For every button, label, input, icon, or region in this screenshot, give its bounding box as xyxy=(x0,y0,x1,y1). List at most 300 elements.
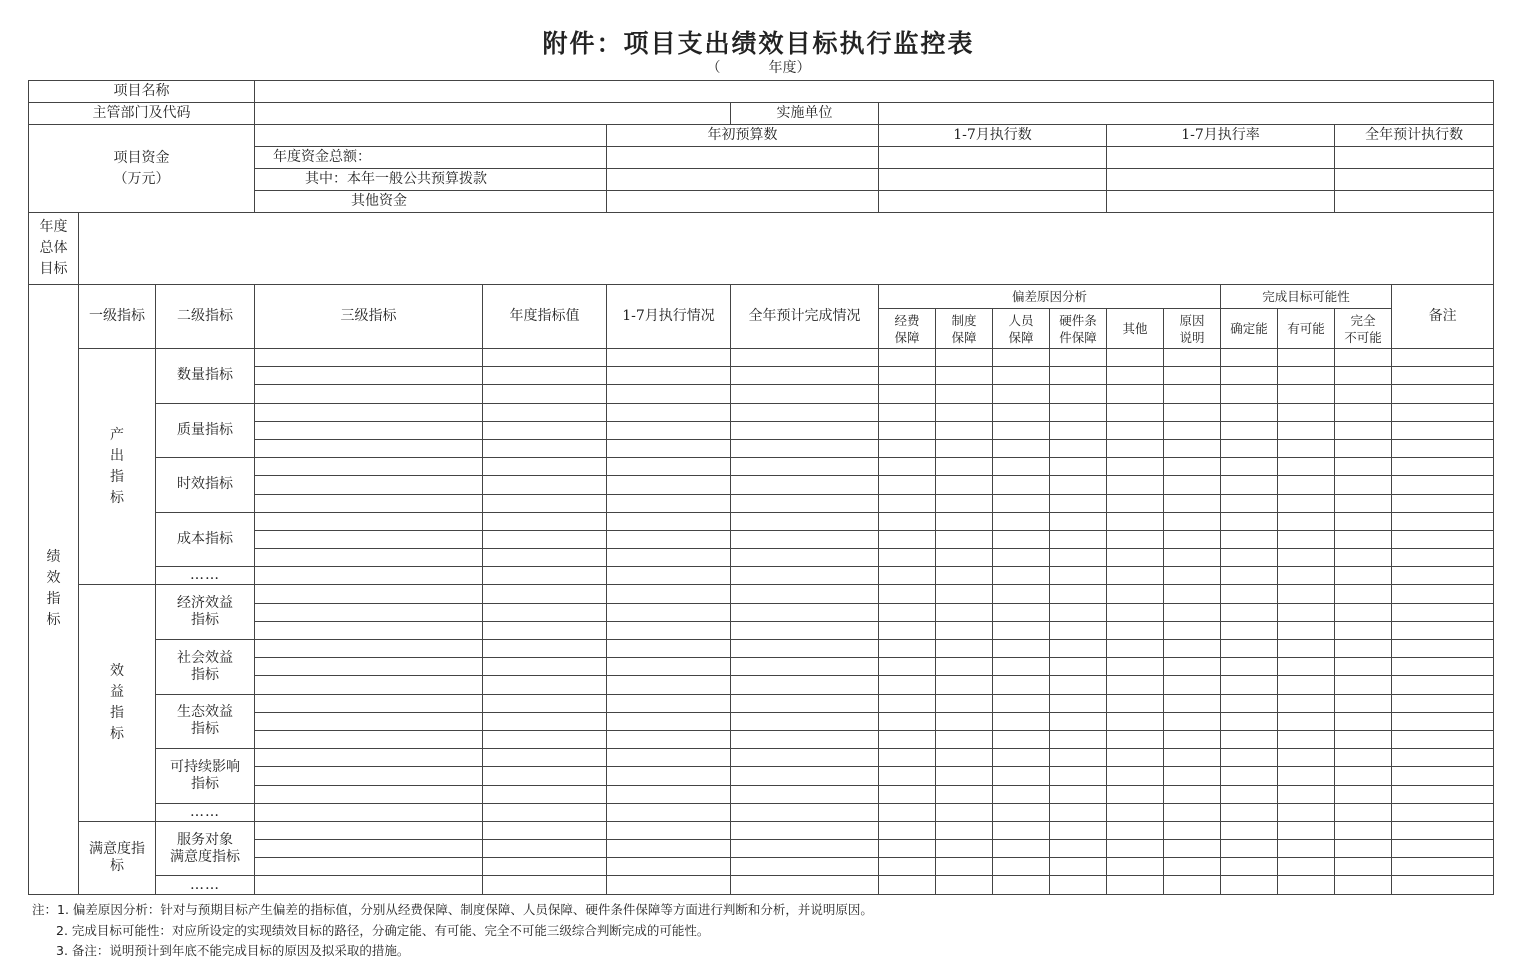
indicator-cell[interactable] xyxy=(1278,621,1335,639)
indicator-cell[interactable] xyxy=(1221,730,1278,748)
indicator-cell[interactable] xyxy=(1392,858,1494,876)
indicator-cell[interactable] xyxy=(1107,494,1164,512)
indicator-cell[interactable] xyxy=(1050,640,1107,658)
indicator-cell[interactable] xyxy=(993,421,1050,439)
indicator-cell[interactable] xyxy=(607,385,731,403)
indicator-cell[interactable] xyxy=(1278,567,1335,585)
indicator-cell[interactable] xyxy=(1164,803,1221,821)
indicator-cell[interactable] xyxy=(1050,712,1107,730)
indicator-cell[interactable] xyxy=(1392,730,1494,748)
indicator-cell[interactable] xyxy=(483,694,607,712)
indicator-cell[interactable] xyxy=(731,767,879,785)
indicator-cell[interactable] xyxy=(483,785,607,803)
indicator-cell[interactable] xyxy=(255,367,483,385)
indicator-cell[interactable] xyxy=(879,385,936,403)
indicator-cell[interactable] xyxy=(993,803,1050,821)
indicator-cell[interactable] xyxy=(1164,476,1221,494)
indicator-cell[interactable] xyxy=(1107,694,1164,712)
indicator-cell[interactable] xyxy=(879,621,936,639)
indicator-cell[interactable] xyxy=(483,876,607,894)
indicator-cell[interactable] xyxy=(1335,821,1392,839)
indicator-cell[interactable] xyxy=(1050,621,1107,639)
indicator-cell[interactable] xyxy=(1164,658,1221,676)
indicator-cell[interactable] xyxy=(1335,567,1392,585)
indicator-cell[interactable] xyxy=(879,421,936,439)
indicator-cell[interactable] xyxy=(1335,876,1392,894)
indicator-cell[interactable] xyxy=(1107,367,1164,385)
indicator-cell[interactable] xyxy=(731,549,879,567)
indicator-cell[interactable] xyxy=(731,658,879,676)
indicator-cell[interactable] xyxy=(607,658,731,676)
indicator-cell[interactable] xyxy=(1278,549,1335,567)
indicator-cell[interactable] xyxy=(1107,512,1164,530)
indicator-cell[interactable] xyxy=(255,840,483,858)
indicator-cell[interactable] xyxy=(993,403,1050,421)
indicator-cell[interactable] xyxy=(879,730,936,748)
indicator-cell[interactable] xyxy=(1278,767,1335,785)
indicator-cell[interactable] xyxy=(879,494,936,512)
indicator-cell[interactable] xyxy=(993,567,1050,585)
indicator-cell[interactable] xyxy=(607,694,731,712)
indicator-cell[interactable] xyxy=(483,439,607,457)
indicator-cell[interactable] xyxy=(1335,458,1392,476)
indicator-cell[interactable] xyxy=(1335,730,1392,748)
indicator-cell[interactable] xyxy=(731,512,879,530)
indicator-cell[interactable] xyxy=(1278,530,1335,548)
indicator-cell[interactable] xyxy=(1164,458,1221,476)
indicator-cell[interactable] xyxy=(255,512,483,530)
indicator-cell[interactable] xyxy=(993,785,1050,803)
indicator-cell[interactable] xyxy=(1050,876,1107,894)
indicator-cell[interactable] xyxy=(993,530,1050,548)
indicator-cell[interactable] xyxy=(1221,567,1278,585)
indicator-cell[interactable] xyxy=(255,803,483,821)
indicator-cell[interactable] xyxy=(255,494,483,512)
funds-cell[interactable] xyxy=(1107,169,1335,191)
indicator-cell[interactable] xyxy=(1278,821,1335,839)
indicator-cell[interactable] xyxy=(879,658,936,676)
indicator-cell[interactable] xyxy=(993,749,1050,767)
indicator-cell[interactable] xyxy=(879,858,936,876)
indicator-cell[interactable] xyxy=(1221,385,1278,403)
indicator-cell[interactable] xyxy=(1335,385,1392,403)
indicator-cell[interactable] xyxy=(731,421,879,439)
impl-unit-value[interactable] xyxy=(879,103,1494,125)
indicator-cell[interactable] xyxy=(1107,585,1164,603)
indicator-cell[interactable] xyxy=(255,349,483,367)
indicator-cell[interactable] xyxy=(607,349,731,367)
indicator-cell[interactable] xyxy=(1050,476,1107,494)
indicator-cell[interactable] xyxy=(1164,876,1221,894)
indicator-cell[interactable] xyxy=(993,458,1050,476)
indicator-cell[interactable] xyxy=(483,730,607,748)
indicator-cell[interactable] xyxy=(879,694,936,712)
indicator-cell[interactable] xyxy=(1335,803,1392,821)
indicator-cell[interactable] xyxy=(1221,821,1278,839)
indicator-cell[interactable] xyxy=(1392,567,1494,585)
indicator-cell[interactable] xyxy=(1335,421,1392,439)
indicator-cell[interactable] xyxy=(1050,349,1107,367)
indicator-cell[interactable] xyxy=(1392,385,1494,403)
indicator-cell[interactable] xyxy=(1050,821,1107,839)
indicator-cell[interactable] xyxy=(1164,603,1221,621)
indicator-cell[interactable] xyxy=(1335,767,1392,785)
funds-cell[interactable] xyxy=(1107,147,1335,169)
indicator-cell[interactable] xyxy=(879,567,936,585)
indicator-cell[interactable] xyxy=(879,640,936,658)
indicator-cell[interactable] xyxy=(1335,530,1392,548)
indicator-cell[interactable] xyxy=(936,458,993,476)
indicator-cell[interactable] xyxy=(1164,385,1221,403)
indicator-cell[interactable] xyxy=(879,439,936,457)
indicator-cell[interactable] xyxy=(607,421,731,439)
indicator-cell[interactable] xyxy=(255,730,483,748)
indicator-cell[interactable] xyxy=(731,858,879,876)
indicator-cell[interactable] xyxy=(1335,621,1392,639)
indicator-cell[interactable] xyxy=(1335,712,1392,730)
indicator-cell[interactable] xyxy=(1335,785,1392,803)
indicator-cell[interactable] xyxy=(993,858,1050,876)
indicator-cell[interactable] xyxy=(483,585,607,603)
indicator-cell[interactable] xyxy=(483,512,607,530)
indicator-cell[interactable] xyxy=(1335,367,1392,385)
indicator-cell[interactable] xyxy=(255,458,483,476)
indicator-cell[interactable] xyxy=(255,821,483,839)
indicator-cell[interactable] xyxy=(936,421,993,439)
indicator-cell[interactable] xyxy=(1221,367,1278,385)
indicator-cell[interactable] xyxy=(731,603,879,621)
indicator-cell[interactable] xyxy=(1164,840,1221,858)
indicator-cell[interactable] xyxy=(879,349,936,367)
indicator-cell[interactable] xyxy=(483,676,607,694)
indicator-cell[interactable] xyxy=(255,858,483,876)
indicator-cell[interactable] xyxy=(483,658,607,676)
indicator-cell[interactable] xyxy=(255,694,483,712)
indicator-cell[interactable] xyxy=(1107,840,1164,858)
indicator-cell[interactable] xyxy=(1392,439,1494,457)
indicator-cell[interactable] xyxy=(1335,439,1392,457)
indicator-cell[interactable] xyxy=(483,385,607,403)
indicator-cell[interactable] xyxy=(1278,694,1335,712)
indicator-cell[interactable] xyxy=(879,512,936,530)
indicator-cell[interactable] xyxy=(1107,821,1164,839)
indicator-cell[interactable] xyxy=(993,840,1050,858)
indicator-cell[interactable] xyxy=(255,658,483,676)
project-name-value[interactable] xyxy=(255,81,1494,103)
indicator-cell[interactable] xyxy=(1107,876,1164,894)
indicator-cell[interactable] xyxy=(993,676,1050,694)
indicator-cell[interactable] xyxy=(731,694,879,712)
indicator-cell[interactable] xyxy=(255,749,483,767)
indicator-cell[interactable] xyxy=(1335,476,1392,494)
indicator-cell[interactable] xyxy=(993,439,1050,457)
indicator-cell[interactable] xyxy=(1392,876,1494,894)
indicator-cell[interactable] xyxy=(1278,458,1335,476)
indicator-cell[interactable] xyxy=(255,421,483,439)
indicator-cell[interactable] xyxy=(1392,785,1494,803)
indicator-cell[interactable] xyxy=(1335,512,1392,530)
indicator-cell[interactable] xyxy=(1278,803,1335,821)
indicator-cell[interactable] xyxy=(607,567,731,585)
indicator-cell[interactable] xyxy=(993,876,1050,894)
indicator-cell[interactable] xyxy=(1164,403,1221,421)
indicator-cell[interactable] xyxy=(1050,730,1107,748)
indicator-cell[interactable] xyxy=(1335,676,1392,694)
indicator-cell[interactable] xyxy=(879,476,936,494)
indicator-cell[interactable] xyxy=(1164,567,1221,585)
indicator-cell[interactable] xyxy=(731,476,879,494)
indicator-cell[interactable] xyxy=(1335,585,1392,603)
indicator-cell[interactable] xyxy=(1107,439,1164,457)
indicator-cell[interactable] xyxy=(1335,749,1392,767)
indicator-cell[interactable] xyxy=(255,767,483,785)
indicator-cell[interactable] xyxy=(1278,403,1335,421)
indicator-cell[interactable] xyxy=(1335,549,1392,567)
indicator-cell[interactable] xyxy=(1392,512,1494,530)
indicator-cell[interactable] xyxy=(1107,803,1164,821)
indicator-cell[interactable] xyxy=(1050,385,1107,403)
indicator-cell[interactable] xyxy=(1050,858,1107,876)
indicator-cell[interactable] xyxy=(1392,530,1494,548)
indicator-cell[interactable] xyxy=(1278,494,1335,512)
indicator-cell[interactable] xyxy=(1335,603,1392,621)
indicator-cell[interactable] xyxy=(1221,549,1278,567)
indicator-cell[interactable] xyxy=(1107,567,1164,585)
indicator-cell[interactable] xyxy=(731,712,879,730)
indicator-cell[interactable] xyxy=(1392,367,1494,385)
indicator-cell[interactable] xyxy=(1392,476,1494,494)
indicator-cell[interactable] xyxy=(993,385,1050,403)
indicator-cell[interactable] xyxy=(1050,494,1107,512)
indicator-cell[interactable] xyxy=(731,439,879,457)
funds-cell[interactable] xyxy=(1335,191,1494,213)
indicator-cell[interactable] xyxy=(607,876,731,894)
indicator-cell[interactable] xyxy=(1278,749,1335,767)
indicator-cell[interactable] xyxy=(1164,585,1221,603)
indicator-cell[interactable] xyxy=(1278,712,1335,730)
indicator-cell[interactable] xyxy=(1107,785,1164,803)
indicator-cell[interactable] xyxy=(1050,694,1107,712)
indicator-cell[interactable] xyxy=(993,821,1050,839)
indicator-cell[interactable] xyxy=(255,603,483,621)
indicator-cell[interactable] xyxy=(936,530,993,548)
indicator-cell[interactable] xyxy=(1221,803,1278,821)
indicator-cell[interactable] xyxy=(1392,421,1494,439)
indicator-cell[interactable] xyxy=(607,730,731,748)
indicator-cell[interactable] xyxy=(731,530,879,548)
indicator-cell[interactable] xyxy=(1392,658,1494,676)
indicator-cell[interactable] xyxy=(1392,712,1494,730)
indicator-cell[interactable] xyxy=(255,403,483,421)
indicator-cell[interactable] xyxy=(1221,658,1278,676)
indicator-cell[interactable] xyxy=(607,439,731,457)
indicator-cell[interactable] xyxy=(1335,640,1392,658)
indicator-cell[interactable] xyxy=(936,621,993,639)
indicator-cell[interactable] xyxy=(1392,767,1494,785)
indicator-cell[interactable] xyxy=(731,458,879,476)
indicator-cell[interactable] xyxy=(731,403,879,421)
indicator-cell[interactable] xyxy=(1335,403,1392,421)
indicator-cell[interactable] xyxy=(879,367,936,385)
indicator-cell[interactable] xyxy=(1278,367,1335,385)
indicator-cell[interactable] xyxy=(1278,512,1335,530)
indicator-cell[interactable] xyxy=(255,439,483,457)
indicator-cell[interactable] xyxy=(936,785,993,803)
indicator-cell[interactable] xyxy=(1164,858,1221,876)
indicator-cell[interactable] xyxy=(1050,367,1107,385)
indicator-cell[interactable] xyxy=(1107,421,1164,439)
indicator-cell[interactable] xyxy=(1221,439,1278,457)
indicator-cell[interactable] xyxy=(483,640,607,658)
indicator-cell[interactable] xyxy=(1335,858,1392,876)
indicator-cell[interactable] xyxy=(1107,403,1164,421)
indicator-cell[interactable] xyxy=(255,549,483,567)
indicator-cell[interactable] xyxy=(1278,439,1335,457)
indicator-cell[interactable] xyxy=(255,476,483,494)
indicator-cell[interactable] xyxy=(879,403,936,421)
indicator-cell[interactable] xyxy=(255,567,483,585)
indicator-cell[interactable] xyxy=(1164,421,1221,439)
indicator-cell[interactable] xyxy=(1392,803,1494,821)
indicator-cell[interactable] xyxy=(1107,767,1164,785)
indicator-cell[interactable] xyxy=(1164,621,1221,639)
indicator-cell[interactable] xyxy=(879,876,936,894)
indicator-cell[interactable] xyxy=(1107,640,1164,658)
indicator-cell[interactable] xyxy=(936,585,993,603)
indicator-cell[interactable] xyxy=(1392,749,1494,767)
indicator-cell[interactable] xyxy=(1392,403,1494,421)
indicator-cell[interactable] xyxy=(483,821,607,839)
indicator-cell[interactable] xyxy=(483,349,607,367)
indicator-cell[interactable] xyxy=(1221,530,1278,548)
indicator-cell[interactable] xyxy=(1392,585,1494,603)
indicator-cell[interactable] xyxy=(1335,694,1392,712)
indicator-cell[interactable] xyxy=(731,640,879,658)
indicator-cell[interactable] xyxy=(1050,803,1107,821)
funds-cell[interactable] xyxy=(607,147,879,169)
indicator-cell[interactable] xyxy=(607,585,731,603)
indicator-cell[interactable] xyxy=(1221,712,1278,730)
indicator-cell[interactable] xyxy=(1107,730,1164,748)
indicator-cell[interactable] xyxy=(483,603,607,621)
indicator-cell[interactable] xyxy=(1107,476,1164,494)
indicator-cell[interactable] xyxy=(1221,858,1278,876)
indicator-cell[interactable] xyxy=(879,530,936,548)
indicator-cell[interactable] xyxy=(483,749,607,767)
indicator-cell[interactable] xyxy=(483,840,607,858)
indicator-cell[interactable] xyxy=(1164,530,1221,548)
indicator-cell[interactable] xyxy=(936,403,993,421)
indicator-cell[interactable] xyxy=(936,694,993,712)
indicator-cell[interactable] xyxy=(1392,349,1494,367)
indicator-cell[interactable] xyxy=(993,658,1050,676)
indicator-cell[interactable] xyxy=(483,567,607,585)
indicator-cell[interactable] xyxy=(731,785,879,803)
indicator-cell[interactable] xyxy=(1278,603,1335,621)
indicator-cell[interactable] xyxy=(483,367,607,385)
indicator-cell[interactable] xyxy=(936,858,993,876)
indicator-cell[interactable] xyxy=(607,476,731,494)
indicator-cell[interactable] xyxy=(993,640,1050,658)
indicator-cell[interactable] xyxy=(1221,840,1278,858)
indicator-cell[interactable] xyxy=(1278,840,1335,858)
indicator-cell[interactable] xyxy=(607,858,731,876)
indicator-cell[interactable] xyxy=(993,585,1050,603)
indicator-cell[interactable] xyxy=(993,712,1050,730)
indicator-cell[interactable] xyxy=(936,749,993,767)
indicator-cell[interactable] xyxy=(993,767,1050,785)
indicator-cell[interactable] xyxy=(483,803,607,821)
indicator-cell[interactable] xyxy=(1335,840,1392,858)
indicator-cell[interactable] xyxy=(936,439,993,457)
indicator-cell[interactable] xyxy=(1221,494,1278,512)
indicator-cell[interactable] xyxy=(1050,785,1107,803)
funds-cell[interactable] xyxy=(879,147,1107,169)
indicator-cell[interactable] xyxy=(607,712,731,730)
indicator-cell[interactable] xyxy=(1164,512,1221,530)
indicator-cell[interactable] xyxy=(1164,712,1221,730)
indicator-cell[interactable] xyxy=(1278,640,1335,658)
indicator-cell[interactable] xyxy=(936,476,993,494)
indicator-cell[interactable] xyxy=(936,821,993,839)
indicator-cell[interactable] xyxy=(1392,821,1494,839)
indicator-cell[interactable] xyxy=(1221,458,1278,476)
indicator-cell[interactable] xyxy=(1392,603,1494,621)
indicator-cell[interactable] xyxy=(1164,367,1221,385)
indicator-cell[interactable] xyxy=(1050,749,1107,767)
funds-cell[interactable] xyxy=(607,169,879,191)
funds-cell[interactable] xyxy=(1335,169,1494,191)
indicator-cell[interactable] xyxy=(255,785,483,803)
indicator-cell[interactable] xyxy=(255,676,483,694)
indicator-cell[interactable] xyxy=(483,530,607,548)
indicator-cell[interactable] xyxy=(607,494,731,512)
indicator-cell[interactable] xyxy=(1221,476,1278,494)
indicator-cell[interactable] xyxy=(1107,349,1164,367)
indicator-cell[interactable] xyxy=(1164,821,1221,839)
indicator-cell[interactable] xyxy=(607,767,731,785)
indicator-cell[interactable] xyxy=(1164,749,1221,767)
indicator-cell[interactable] xyxy=(607,640,731,658)
indicator-cell[interactable] xyxy=(993,367,1050,385)
indicator-cell[interactable] xyxy=(1050,585,1107,603)
indicator-cell[interactable] xyxy=(1050,767,1107,785)
indicator-cell[interactable] xyxy=(1050,421,1107,439)
indicator-cell[interactable] xyxy=(936,803,993,821)
indicator-cell[interactable] xyxy=(936,840,993,858)
indicator-cell[interactable] xyxy=(1221,585,1278,603)
indicator-cell[interactable] xyxy=(255,585,483,603)
indicator-cell[interactable] xyxy=(1278,349,1335,367)
indicator-cell[interactable] xyxy=(607,621,731,639)
indicator-cell[interactable] xyxy=(731,385,879,403)
indicator-cell[interactable] xyxy=(731,730,879,748)
indicator-cell[interactable] xyxy=(607,403,731,421)
indicator-cell[interactable] xyxy=(731,749,879,767)
indicator-cell[interactable] xyxy=(1221,603,1278,621)
indicator-cell[interactable] xyxy=(1221,349,1278,367)
funds-cell[interactable] xyxy=(1335,147,1494,169)
indicator-cell[interactable] xyxy=(1050,840,1107,858)
dept-code-value[interactable] xyxy=(255,103,731,125)
indicator-cell[interactable] xyxy=(1335,494,1392,512)
indicator-cell[interactable] xyxy=(1221,512,1278,530)
indicator-cell[interactable] xyxy=(993,603,1050,621)
indicator-cell[interactable] xyxy=(607,749,731,767)
indicator-cell[interactable] xyxy=(1221,421,1278,439)
indicator-cell[interactable] xyxy=(1164,640,1221,658)
indicator-cell[interactable] xyxy=(731,367,879,385)
